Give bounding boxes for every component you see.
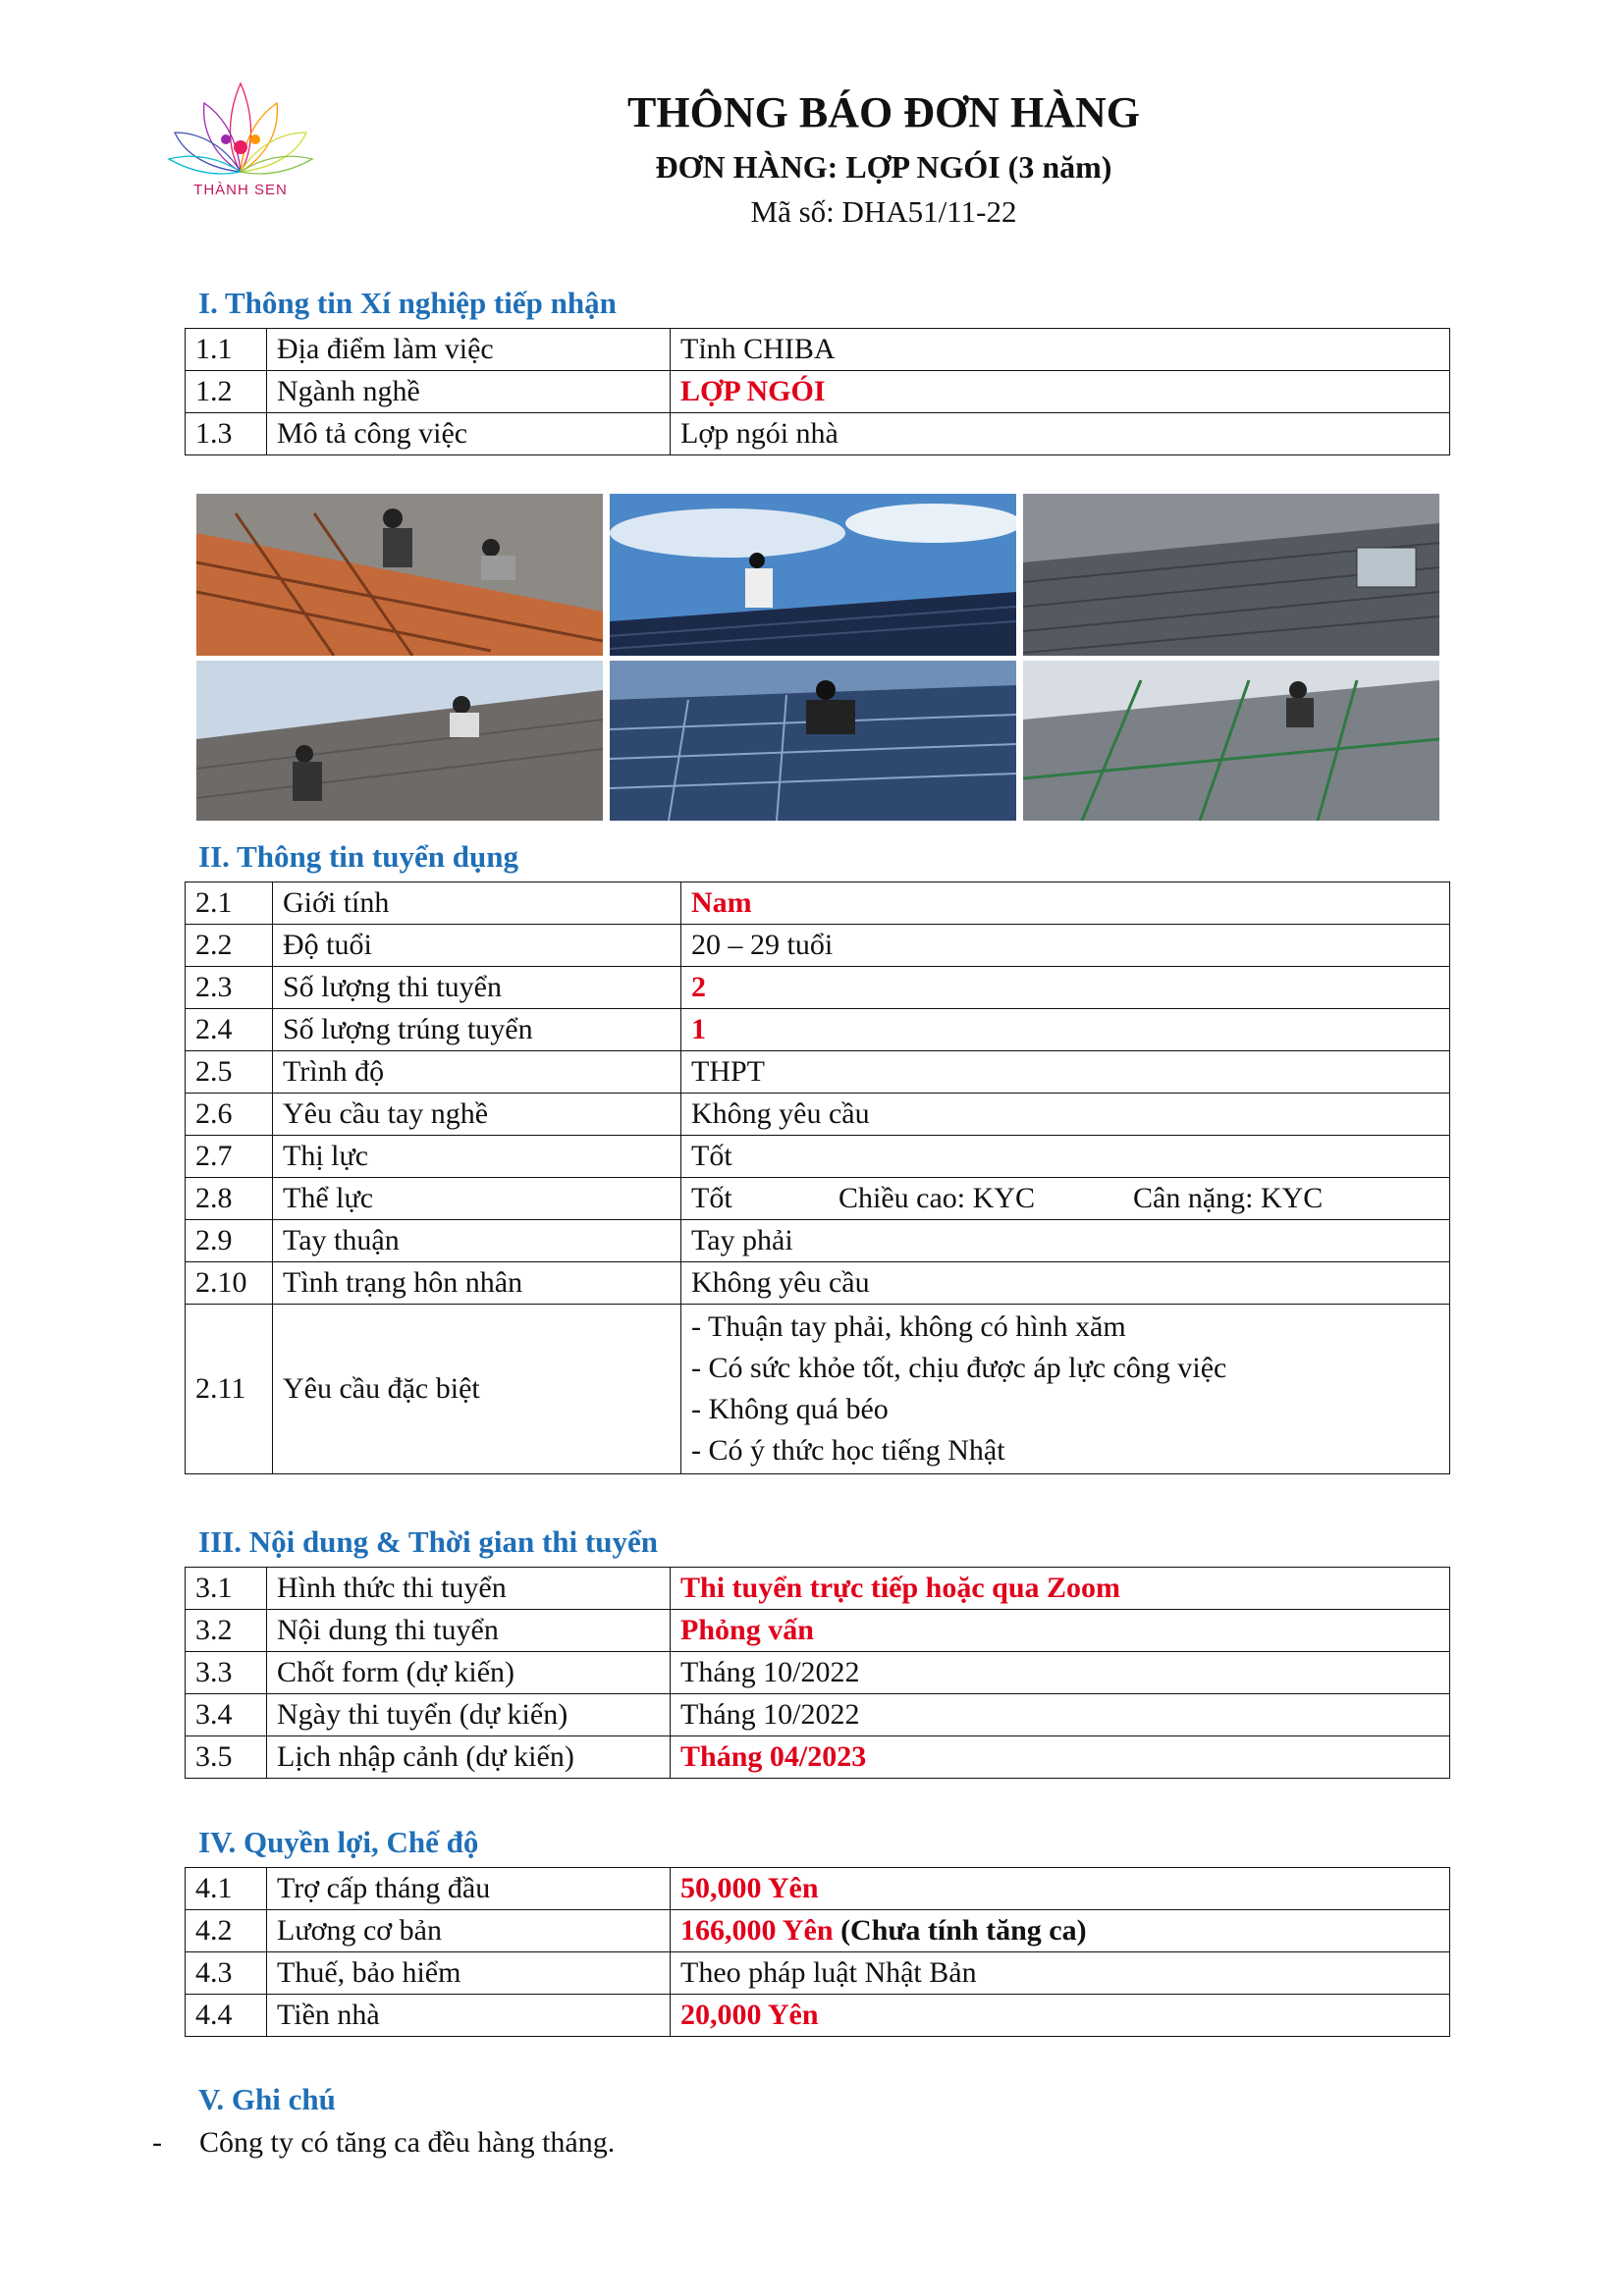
table-row (186, 1305, 1450, 1474)
row-label: Thuế, bảo hiểm (267, 1952, 671, 1995)
row-number: 2.9 (186, 1220, 273, 1262)
row-label: Trợ cấp tháng đầu (267, 1868, 671, 1910)
table-row (186, 1952, 1450, 1995)
row-value: Tốt (681, 1136, 1450, 1178)
section-5-title: V. Ghi chú (198, 2082, 336, 2116)
table-row (186, 1220, 1450, 1262)
order-subtitle: ĐƠN HÀNG: LỢP NGÓI (3 năm) (655, 149, 1112, 185)
company-logo (157, 79, 324, 216)
row-value: 2 (681, 967, 1450, 1009)
row-label: Mô tả công việc (267, 413, 671, 455)
row-label: Yêu cầu đặc biệt (273, 1305, 681, 1474)
row-value: Không yêu cầu (681, 1094, 1450, 1136)
row-number: 2.3 (186, 967, 273, 1009)
row-number: 4.3 (186, 1952, 267, 1995)
row-label: Ngành nghề (267, 371, 671, 413)
row-label: Tay thuận (273, 1220, 681, 1262)
row-value: Tỉnh CHIBA (671, 329, 1450, 371)
table-row (186, 1178, 1450, 1220)
row-value: 1 (681, 1009, 1450, 1051)
table-row (186, 1910, 1450, 1952)
row-label: Số lượng trúng tuyển (273, 1009, 681, 1051)
weight-requirement: Cân nặng: KYC (1133, 1182, 1324, 1214)
row-label: Giới tính (273, 882, 681, 925)
height-requirement: Chiều cao: KYC (839, 1182, 1035, 1214)
roofing-photo (196, 494, 603, 656)
row-label: Nội dung thi tuyển (267, 1610, 671, 1652)
table-row (186, 329, 1450, 371)
row-number: 2.5 (186, 1051, 273, 1094)
company-info-table (185, 328, 1450, 455)
row-value: Nam (681, 882, 1450, 925)
row-value: Không yêu cầu (681, 1262, 1450, 1305)
table-row (186, 1868, 1450, 1910)
row-label: Thể lực (273, 1178, 681, 1220)
row-value: Theo pháp luật Nhật Bản (671, 1952, 1450, 1995)
list-item: - Không quá béo (691, 1393, 889, 1425)
list-item: - Có sức khỏe tốt, chịu được áp lực công việc (691, 1352, 1227, 1384)
row-number: 2.8 (186, 1178, 273, 1220)
table-row (186, 1995, 1450, 2037)
row-value: 20 – 29 tuổi (681, 925, 1450, 967)
row-label: Trình độ (273, 1051, 681, 1094)
section-1-title: I. Thông tin Xí nghiệp tiếp nhận (198, 286, 617, 320)
list-item: - Có ý thức học tiếng Nhật (691, 1434, 1005, 1467)
row-value (681, 1178, 1450, 1220)
row-value: Phỏng vấn (671, 1610, 1450, 1652)
order-code: Mã số: DHA51/11-22 (750, 194, 1017, 229)
row-number: 3.2 (186, 1610, 267, 1652)
roofing-photo (1023, 661, 1439, 821)
row-value: Lợp ngói nhà (671, 413, 1450, 455)
row-value: 50,000 Yên (671, 1868, 1450, 1910)
row-number: 4.4 (186, 1995, 267, 2037)
table-row (186, 1568, 1450, 1610)
table-row (186, 1262, 1450, 1305)
row-number: 4.1 (186, 1868, 267, 1910)
exam-info-table (185, 1567, 1450, 1779)
roofing-photo (196, 661, 603, 821)
note-item (152, 2126, 615, 2160)
list-item: - Thuận tay phải, không có hình xăm (691, 1310, 1126, 1343)
table-row (186, 1694, 1450, 1736)
row-value: THPT (681, 1051, 1450, 1094)
table-row (186, 1009, 1450, 1051)
row-label: Địa điểm làm việc (267, 329, 671, 371)
special-requirements-list (681, 1305, 1450, 1474)
row-label: Yêu cầu tay nghề (273, 1094, 681, 1136)
table-row (186, 413, 1450, 455)
row-number: 3.3 (186, 1652, 267, 1694)
row-value: Thi tuyển trực tiếp hoặc qua Zoom (671, 1568, 1450, 1610)
note-dash: - (152, 2126, 162, 2159)
row-value: Tháng 04/2023 (671, 1736, 1450, 1779)
roofing-photo (610, 661, 1016, 821)
row-label: Số lượng thi tuyển (273, 967, 681, 1009)
table-row (186, 1652, 1450, 1694)
row-label: Chốt form (dự kiến) (267, 1652, 671, 1694)
row-value (671, 1910, 1450, 1952)
row-label: Tiền nhà (267, 1995, 671, 2037)
row-number: 3.4 (186, 1694, 267, 1736)
row-label: Lương cơ bản (267, 1910, 671, 1952)
row-number: 2.1 (186, 882, 273, 925)
benefits-table (185, 1867, 1450, 2037)
row-label: Thị lực (273, 1136, 681, 1178)
row-number: 3.5 (186, 1736, 267, 1779)
row-value: Tháng 10/2022 (671, 1694, 1450, 1736)
logo-text: THÀNH SEN (193, 182, 288, 198)
photo-collage (196, 494, 1439, 821)
row-label: Độ tuổi (273, 925, 681, 967)
table-row (186, 1051, 1450, 1094)
row-number: 2.6 (186, 1094, 273, 1136)
lotus-icon (157, 79, 324, 187)
row-number: 1.2 (186, 371, 267, 413)
section-3-title: III. Nội dung & Thời gian thi tuyển (198, 1524, 658, 1559)
table-row (186, 371, 1450, 413)
row-number: 1.1 (186, 329, 267, 371)
note-text: Công ty có tăng ca đều hàng tháng. (199, 2126, 616, 2159)
roofing-photo (610, 494, 1016, 656)
roofing-photo (1023, 494, 1439, 656)
recruitment-info-table (185, 881, 1450, 1474)
row-number: 2.10 (186, 1262, 273, 1305)
row-value: 20,000 Yên (671, 1995, 1450, 2037)
row-label: Hình thức thi tuyển (267, 1568, 671, 1610)
fitness-value: Tốt (691, 1182, 732, 1214)
table-row (186, 1736, 1450, 1779)
table-row (186, 1610, 1450, 1652)
row-number: 4.2 (186, 1910, 267, 1952)
salary-note: (Chưa tính tăng ca) (840, 1914, 1087, 1947)
row-number: 2.4 (186, 1009, 273, 1051)
row-number: 3.1 (186, 1568, 267, 1610)
table-row (186, 1136, 1450, 1178)
row-value: LỢP NGÓI (671, 371, 1450, 413)
row-value: Tháng 10/2022 (671, 1652, 1450, 1694)
section-4-title: IV. Quyền lợi, Chế độ (198, 1825, 479, 1859)
document-header (550, 86, 1217, 232)
salary-value: 166,000 Yên (680, 1914, 834, 1947)
row-number: 2.2 (186, 925, 273, 967)
row-label: Ngày thi tuyển (dự kiến) (267, 1694, 671, 1736)
row-number: 2.7 (186, 1136, 273, 1178)
row-value: Tay phải (681, 1220, 1450, 1262)
page-title: THÔNG BÁO ĐƠN HÀNG (627, 88, 1140, 136)
row-number: 1.3 (186, 413, 267, 455)
row-number: 2.11 (186, 1305, 273, 1474)
row-label: Tình trạng hôn nhân (273, 1262, 681, 1305)
table-row (186, 1094, 1450, 1136)
table-row (186, 925, 1450, 967)
table-row (186, 967, 1450, 1009)
row-label: Lịch nhập cảnh (dự kiến) (267, 1736, 671, 1779)
table-row (186, 882, 1450, 925)
section-2-title: II. Thông tin tuyển dụng (198, 839, 518, 874)
